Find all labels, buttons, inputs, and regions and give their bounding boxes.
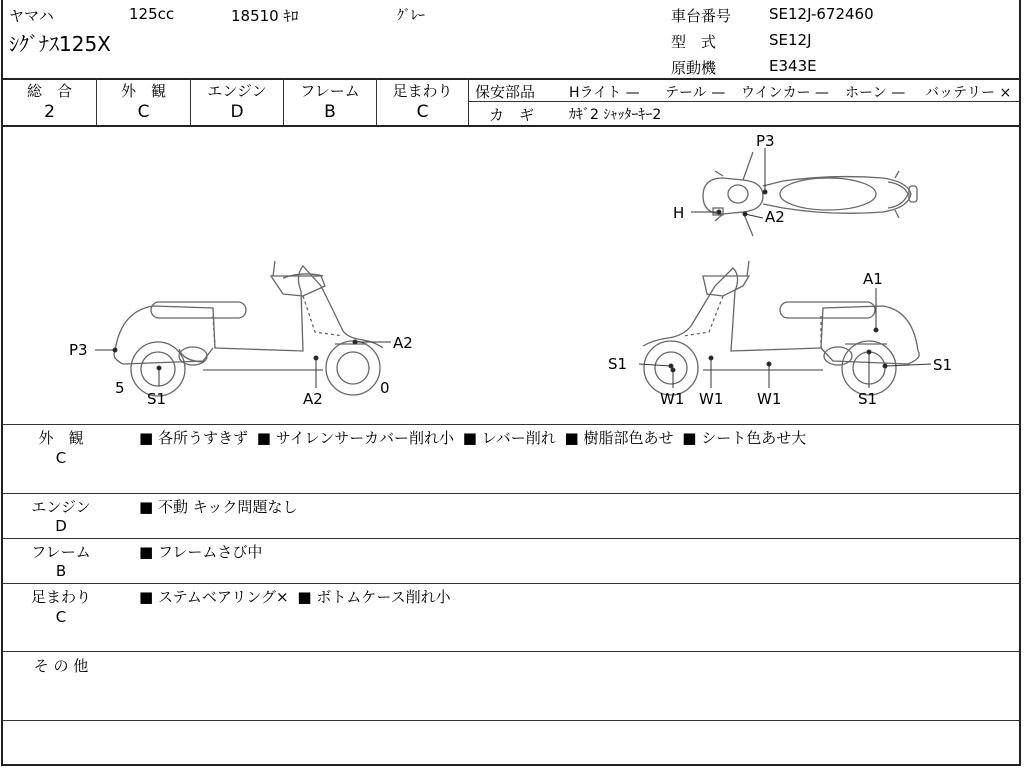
label-right-s1-front: S1 [608, 355, 628, 373]
safety-parts-label: 保安部品 [475, 83, 536, 101]
note-frame-grade: B [55, 562, 67, 580]
label-right-s1-rear: S1 [933, 356, 953, 374]
safety-item-tail: テール — [665, 85, 726, 101]
grade-exterior-label: 外 観 [120, 82, 166, 100]
note-frame-label: フレーム [31, 543, 91, 561]
note-item: 各所うすきず [157, 429, 248, 447]
inspection-sheet [1, 0, 1021, 766]
displacement: 125cc [129, 5, 175, 23]
label-left-a2-rear: A2 [393, 334, 413, 352]
note-other-label: そ の 他 [33, 657, 89, 675]
engine-model-value: E343E [769, 57, 817, 75]
key-value: ｶｷﾞ2 ｼｬｯﾀｰｷｰ2 [569, 107, 662, 123]
note-suspension-label: 足まわり [30, 588, 91, 606]
note-item: サイレンサーカバー削れ小 [275, 429, 455, 447]
mileage-value: 18510 [231, 7, 279, 25]
note-suspension-items: ■ ステムベアリング× ■ ボトムケース削れ小 [139, 588, 451, 606]
note-exterior-items: ■ 各所うすきず ■ サイレンサーカバー削れ小 ■ レバー削れ ■ 樹脂部色あせ ■ シート色あせ大 [139, 429, 807, 447]
safety-item-battery: バッテリー × [925, 85, 1012, 101]
note-item: シート色あせ大 [701, 429, 807, 447]
grade-frame-label: フレーム [300, 82, 360, 100]
note-frame-items: ■ フレームさび中 [139, 543, 263, 561]
color: ｸﾞﾚｰ [397, 8, 425, 24]
grade-overall-label: 総 合 [26, 82, 72, 100]
grade-suspension-label: 足まわり [392, 82, 453, 100]
label-left-p3: P3 [69, 341, 88, 359]
label-top-a2: A2 [765, 208, 785, 226]
safety-item-horn: ホーン — [845, 85, 906, 101]
label-top-h: H [673, 204, 685, 222]
label-top-p3: P3 [756, 132, 775, 150]
grade-engine-label: エンジン [207, 82, 267, 100]
note-engine-grade: D [55, 517, 67, 535]
note-item: ステムベアリング× [157, 588, 289, 606]
engine-model-label: 原動機 [671, 59, 717, 77]
label-right-a1: A1 [863, 270, 883, 288]
mileage-unit: ｷﾛ [283, 7, 299, 25]
note-item: 不動 キック問題なし [157, 498, 298, 516]
safety-item-winker: ウインカー — [741, 85, 830, 101]
safety-item-headlight: Hライト — [569, 85, 640, 101]
label-left-s1: S1 [147, 390, 167, 408]
scooter-top-view [703, 152, 917, 236]
label-left-0: 0 [380, 379, 390, 397]
note-item: ボトムケース削れ小 [316, 588, 451, 606]
mileage [231, 5, 299, 26]
frame-number-value: SE12J-672460 [769, 5, 874, 23]
model-name: ｼｸﾞﾅｽ125X [9, 32, 111, 56]
grade-overall-value: 2 [44, 102, 55, 122]
note-suspension-grade: C [55, 608, 67, 626]
label-right-w1-a: W1 [660, 390, 685, 408]
note-engine-items: ■ 不動 キック問題なし [139, 498, 298, 516]
grade-engine-value: D [230, 102, 244, 122]
note-exterior-label: 外 観 [38, 429, 84, 447]
label-left-a2-front: A2 [303, 390, 323, 408]
type-label: 型 式 [671, 33, 717, 51]
note-engine-label: エンジン [31, 498, 91, 516]
frame-number-label: 車台番号 [671, 7, 732, 25]
label-right-w1-b: W1 [699, 390, 724, 408]
maker: ヤマハ [9, 7, 54, 25]
note-item: レバー削れ [481, 429, 556, 447]
damage-diagram [3, 126, 1019, 424]
note-item: フレームさび中 [157, 543, 263, 561]
grade-exterior-value: C [137, 102, 150, 122]
label-left-5: 5 [115, 379, 125, 397]
scooter-left-view [114, 261, 383, 396]
grade-suspension-value: C [416, 102, 429, 122]
type-value: SE12J [769, 31, 812, 49]
label-right-s1-bottom: S1 [858, 390, 878, 408]
note-exterior-grade: C [55, 449, 67, 467]
grade-frame-value: B [324, 102, 336, 122]
label-right-w1-c: W1 [757, 390, 782, 408]
diagram-labels [69, 132, 952, 408]
key-label: カ ギ [489, 106, 535, 124]
note-item: 樹脂部色あせ [583, 429, 674, 447]
